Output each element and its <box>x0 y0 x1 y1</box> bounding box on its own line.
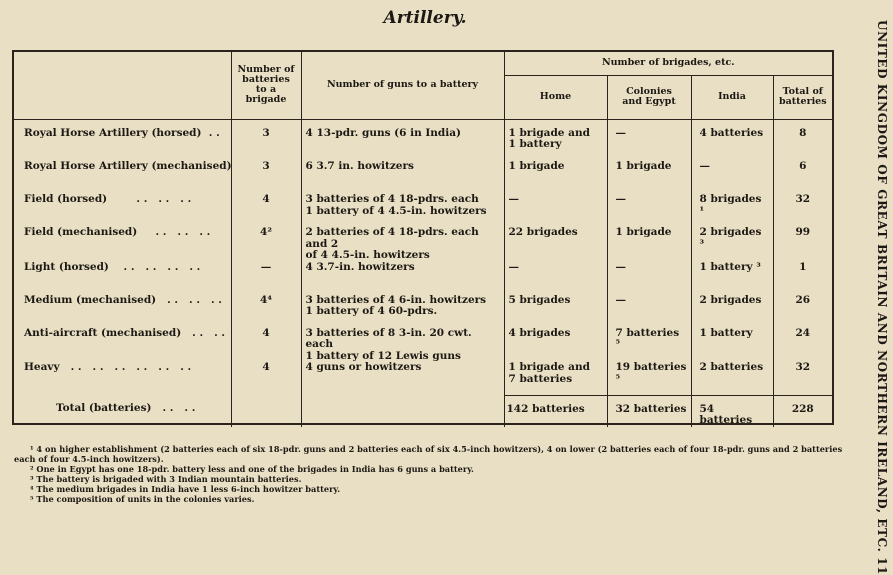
cell-colonies: 1 brigade <box>607 161 691 194</box>
cell-home: — <box>504 262 607 295</box>
footnote-4: ⁴ The medium brigades in India have 1 less 6-inch howitzer battery. <box>30 484 341 494</box>
footnotes <box>14 444 844 504</box>
cell-total: 32 <box>773 194 832 227</box>
cell-home: 4 brigades <box>504 328 607 363</box>
cell-batteries: 4² <box>231 227 301 262</box>
cell-batteries: 3 <box>231 119 301 161</box>
cell-home: 1 brigade and 7 batteries <box>504 362 607 395</box>
header-unit <box>14 52 231 119</box>
total-cell-colonies: 32 batteries <box>607 395 691 427</box>
cell-colonies: 1 brigade <box>607 227 691 262</box>
cell-batteries: 4 <box>231 362 301 395</box>
cell-guns: 3 batteries of 4 18-pdrs. each 1 battery of 4 4.5-in. howitzers <box>301 194 504 227</box>
cell-colonies: — <box>607 262 691 295</box>
footnote-3: ³ The battery is brigaded with 3 Indian mountain batteries. <box>30 474 302 484</box>
header-home: Home <box>504 75 607 119</box>
header-india: India <box>691 75 773 119</box>
cell-india: 2 brigades ³ <box>691 227 773 262</box>
cell-india: 1 battery <box>691 328 773 363</box>
header-guns: Number of guns to a battery <box>301 52 504 119</box>
page-title: Artillery. <box>383 8 467 28</box>
cell-batteries: — <box>231 262 301 295</box>
cell-colonies: 7 batteries ⁵ <box>607 328 691 363</box>
total-cell-total: 228 <box>773 395 832 427</box>
cell-india: 2 batteries <box>691 362 773 395</box>
footnote-1: ¹ 4 on higher establishment (2 batteries each of six 18-pdr. guns and 2 batteries each of six 4.5-inch howitzers), 4 on lower (2 batteries each of four 18-pdr. guns and 2 batteries each of four 4.5-inch howitzers). <box>14 444 843 464</box>
cell-guns: 4 guns or howitzers <box>301 362 504 395</box>
cell-home: 5 brigades <box>504 295 607 328</box>
cell-batteries: 3 <box>231 161 301 194</box>
total-cell-label: Total (batteries) . . . . <box>56 402 196 414</box>
cell-india: 8 brigades ¹ <box>691 194 773 227</box>
total-cell-home: 142 batteries <box>504 395 607 427</box>
header-batteries: Number of batteries to a brigade <box>231 52 301 119</box>
cell-colonies: — <box>607 119 691 161</box>
header-total: Total of batteries <box>773 75 832 119</box>
cell-label: Field (horsed) . . . . . . <box>24 193 192 205</box>
cell-label: Anti-aircraft (mechanised) . . . . <box>24 326 226 339</box>
cell-home: 22 brigades <box>504 227 607 262</box>
table-row <box>14 362 832 395</box>
table-row <box>14 328 832 363</box>
total-cell-empty <box>301 395 504 427</box>
cell-guns: 4 3.7-in. howitzers <box>301 262 504 295</box>
table-row <box>14 161 832 194</box>
running-head-vertical: UNITED KINGDOM OF GREAT BRITAIN AND NORTHERN IRELAND, ETC. 11 <box>875 20 889 575</box>
cell-total: 1 <box>773 262 832 295</box>
cell-india: — <box>691 161 773 194</box>
header-colonies: Colonies and Egypt <box>607 75 691 119</box>
cell-india: 1 battery ³ <box>691 262 773 295</box>
table-row <box>14 194 832 227</box>
cell-guns: 2 batteries of 4 18-pdrs. each and 2 of 4 4.5-in. howitzers <box>301 227 504 262</box>
footnote-2: ² One in Egypt has one 18-pdr. battery less and one of the brigades in India has 6 guns a battery. <box>30 464 474 474</box>
cell-colonies: — <box>607 194 691 227</box>
table-row <box>14 119 832 161</box>
cell-total: 6 <box>773 161 832 194</box>
cell-home: 1 brigade <box>504 161 607 194</box>
table-row <box>14 295 832 328</box>
cell-colonies: 19 batteries ⁵ <box>607 362 691 395</box>
cell-total: 32 <box>773 362 832 395</box>
cell-total: 8 <box>773 119 832 161</box>
cell-total: 24 <box>773 328 832 363</box>
artillery-table-frame <box>12 50 834 425</box>
footnote-5: ⁵ The composition of units in the colonies varies. <box>30 494 255 504</box>
cell-total: 99 <box>773 227 832 262</box>
cell-total: 26 <box>773 295 832 328</box>
cell-colonies: — <box>607 295 691 328</box>
header-brigades: Number of brigades, etc. <box>504 52 832 75</box>
cell-india: 2 brigades <box>691 295 773 328</box>
table-row-total <box>14 395 832 427</box>
cell-label: Light (horsed) . . . . . . . . <box>24 260 201 273</box>
cell-label: Royal Horse Artillery (horsed) . . <box>24 126 220 139</box>
cell-batteries: 4 <box>231 194 301 227</box>
cell-guns: 3 batteries of 8 3-in. 20 cwt. each 1 battery of 12 Lewis guns <box>301 328 504 363</box>
cell-batteries: 4⁴ <box>231 295 301 328</box>
total-cell-empty <box>231 395 301 427</box>
cell-guns: 3 batteries of 4 6-in. howitzers 1 battery of 4 60-pdrs. <box>301 295 504 328</box>
cell-label: Field (mechanised) . . . . . . <box>24 226 211 238</box>
cell-label: Royal Horse Artillery (mechanised) <box>24 160 232 172</box>
cell-india: 4 batteries <box>691 119 773 161</box>
cell-guns: 4 13-pdr. guns (6 in India) <box>301 119 504 161</box>
cell-label: Medium (mechanised) . . . . . . <box>24 293 222 306</box>
artillery-table <box>14 52 832 427</box>
table-row <box>14 227 832 262</box>
cell-home: 1 brigade and 1 battery <box>504 119 607 161</box>
cell-label: Heavy . . . . . . . . . . . . <box>24 361 192 373</box>
total-cell-india: 54 batteries <box>691 395 773 427</box>
cell-batteries: 4 <box>231 328 301 363</box>
table-row <box>14 262 832 295</box>
cell-home: — <box>504 194 607 227</box>
cell-guns: 6 3.7 in. howitzers <box>301 161 504 194</box>
